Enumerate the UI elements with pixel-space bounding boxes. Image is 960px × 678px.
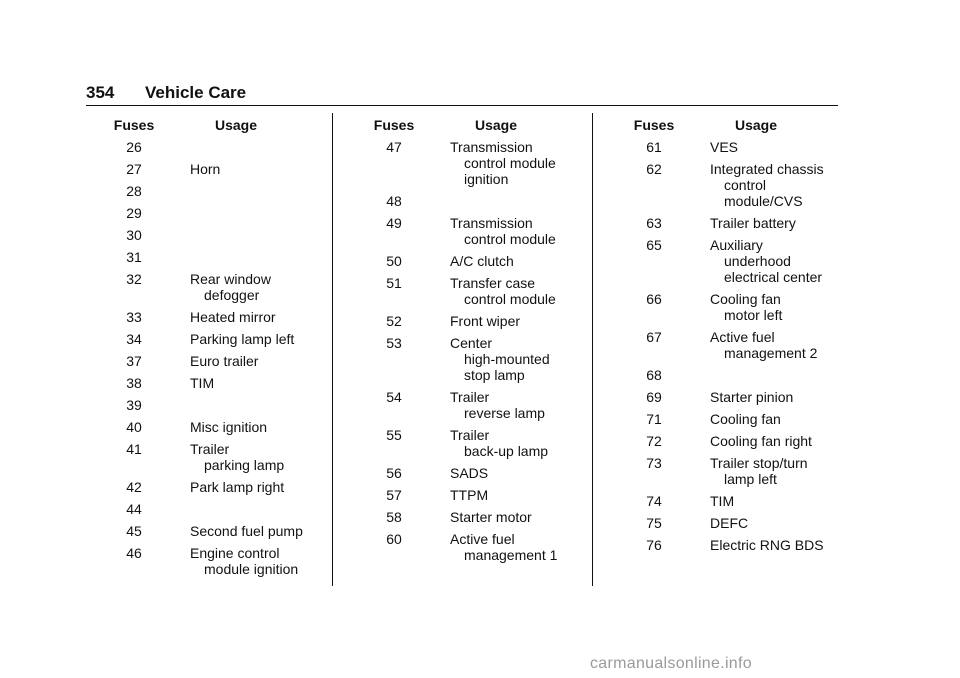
table-row [624, 537, 838, 553]
fuse-usage [190, 545, 332, 577]
fuse-number: 33 [126, 309, 142, 325]
usage-line: control module [464, 291, 556, 307]
usage-line: TTPM [450, 487, 489, 503]
fuse-column-1 [104, 117, 332, 583]
fuse-number: 67 [646, 329, 662, 345]
usage-line: reverse lamp [464, 405, 545, 421]
table-row [364, 275, 592, 307]
table-row [624, 367, 838, 383]
column-divider-1 [332, 113, 333, 586]
fuse-usage [450, 253, 592, 269]
table-row [364, 509, 592, 525]
fuse-usage [190, 183, 332, 199]
usage-line: TIM [710, 493, 735, 509]
table-row [624, 455, 838, 487]
usage-line: Cooling fan [710, 411, 781, 427]
usage-line: Park lamp right [190, 479, 285, 495]
table-header [364, 117, 592, 139]
fuse-usage [450, 531, 592, 563]
fuse-number: 30 [126, 227, 142, 243]
table-row [364, 465, 592, 481]
table-row [364, 253, 592, 269]
usage-line: Center [450, 335, 493, 351]
fuse-usage [450, 335, 592, 383]
fuse-number: 51 [386, 275, 402, 291]
table-row [364, 215, 592, 247]
fuse-number: 55 [386, 427, 402, 443]
table-row [104, 375, 332, 391]
table-row [104, 205, 332, 221]
usage-line: Starter pinion [710, 389, 794, 405]
table-row [104, 139, 332, 155]
fuse-number: 50 [386, 253, 402, 269]
fuse-usage [190, 479, 332, 495]
usage-line: module ignition [204, 561, 299, 577]
fuse-number: 62 [646, 161, 662, 177]
table-row [364, 139, 592, 187]
fuse-usage [450, 139, 592, 187]
fuse-usage [710, 139, 838, 155]
usage-line: Cooling fan right [710, 433, 812, 449]
fuse-number: 66 [646, 291, 662, 307]
table-row [104, 479, 332, 495]
fuse-number: 72 [646, 433, 662, 449]
fuse-number: 29 [126, 205, 142, 221]
table-row [104, 331, 332, 347]
page-number: 354 [86, 83, 115, 102]
table-row [624, 411, 838, 427]
page-header [86, 83, 838, 106]
fuse-number: 74 [646, 493, 662, 509]
table-row [624, 329, 838, 361]
fuse-number: 53 [386, 335, 402, 351]
table-row [104, 523, 332, 539]
fuse-usage [450, 465, 592, 481]
fuse-number: 56 [386, 465, 402, 481]
table-row [364, 335, 592, 383]
fuse-number: 58 [386, 509, 402, 525]
fuse-number: 38 [126, 375, 142, 391]
fuse-usage [190, 227, 332, 243]
header-fuses: Fuses [373, 117, 415, 133]
fuse-usage [450, 215, 592, 247]
table-row [624, 389, 838, 405]
table-row [104, 501, 332, 517]
usage-line: Parking lamp left [190, 331, 295, 347]
usage-line: VES [710, 139, 739, 155]
usage-line: Second fuel pump [190, 523, 303, 539]
fuse-usage [710, 389, 838, 405]
table-row [624, 215, 838, 231]
column-divider-2 [592, 113, 593, 586]
fuse-number: 75 [646, 515, 662, 531]
usage-line: underhood [724, 253, 791, 269]
usage-line: DEFC [710, 515, 749, 531]
fuse-usage [710, 329, 838, 361]
usage-line: Trailer stop/turn [710, 455, 808, 471]
header-usage: Usage [214, 117, 258, 133]
table-row [104, 309, 332, 325]
header-usage: Usage [474, 117, 518, 133]
usage-line: Transmission [450, 215, 533, 231]
usage-line: electrical center [724, 269, 823, 285]
fuse-usage [190, 139, 332, 155]
table-row [104, 545, 332, 577]
fuse-usage [190, 375, 332, 391]
fuse-usage [450, 509, 592, 525]
usage-line: parking lamp [204, 457, 285, 473]
table-row [624, 515, 838, 531]
header-usage: Usage [734, 117, 778, 133]
usage-line: Heated mirror [190, 309, 276, 325]
usage-line: Rear window [190, 271, 271, 287]
table-row [104, 419, 332, 435]
fuse-usage [450, 193, 592, 209]
fuse-number: 65 [646, 237, 662, 253]
usage-line: high-mounted [464, 351, 550, 367]
usage-line: control module [464, 155, 556, 171]
fuse-column-2 [364, 117, 592, 569]
fuse-usage [710, 493, 838, 509]
fuse-usage [450, 487, 592, 503]
usage-line: Trailer [450, 427, 490, 443]
fuse-usage [710, 215, 838, 231]
fuse-number: 63 [646, 215, 662, 231]
fuse-column-3 [624, 117, 838, 559]
table-header [104, 117, 332, 139]
fuse-number: 71 [646, 411, 662, 427]
fuse-usage [190, 353, 332, 369]
fuse-usage [710, 515, 838, 531]
table-row [364, 531, 592, 563]
usage-line: Horn [190, 161, 221, 177]
usage-line: module/CVS [724, 193, 803, 209]
table-row [104, 161, 332, 177]
fuse-usage [190, 441, 332, 473]
fuse-usage [190, 249, 332, 265]
table-row [624, 493, 838, 509]
table-row [624, 237, 838, 285]
usage-line: Misc ignition [190, 419, 268, 435]
fuse-usage [190, 397, 332, 413]
fuse-number: 44 [126, 501, 142, 517]
fuse-usage [450, 275, 592, 307]
table-row [624, 291, 838, 323]
usage-line: TIM [190, 375, 215, 391]
section-title: Vehicle Care [145, 83, 247, 102]
fuse-usage [710, 367, 838, 383]
fuse-number: 28 [126, 183, 142, 199]
fuse-usage [190, 205, 332, 221]
fuse-usage [710, 291, 838, 323]
usage-line: control [724, 177, 767, 193]
table-row [364, 487, 592, 503]
fuse-number: 76 [646, 537, 662, 553]
table-header [624, 117, 838, 139]
fuse-number: 41 [126, 441, 142, 457]
fuse-usage [190, 523, 332, 539]
watermark-text: carmanualsonline.info [590, 655, 752, 672]
usage-line: Electric RNG BDS [710, 537, 824, 553]
table-row [364, 313, 592, 329]
table-row [104, 397, 332, 413]
usage-line: Trailer battery [710, 215, 796, 231]
fuse-number: 61 [646, 139, 662, 155]
usage-line: A/C clutch [450, 253, 514, 269]
fuse-number: 60 [386, 531, 402, 547]
fuse-number: 47 [386, 139, 402, 155]
fuse-number: 32 [126, 271, 142, 287]
usage-line: Cooling fan [710, 291, 781, 307]
fuse-number: 42 [126, 479, 142, 495]
fuse-number: 48 [386, 193, 402, 209]
fuse-number: 31 [126, 249, 142, 265]
fuse-usage [190, 309, 332, 325]
fuse-number: 26 [126, 139, 142, 155]
fuse-usage [710, 455, 838, 487]
fuse-number: 57 [386, 487, 402, 503]
fuse-usage [450, 313, 592, 329]
table-row [104, 441, 332, 473]
usage-line: Starter motor [450, 509, 532, 525]
fuse-number: 39 [126, 397, 142, 413]
table-row [104, 271, 332, 303]
usage-line: Active fuel [710, 329, 775, 345]
table-row [364, 389, 592, 421]
fuse-usage [710, 433, 838, 449]
table-row [624, 161, 838, 209]
fuse-usage [450, 427, 592, 459]
fuse-number: 54 [386, 389, 402, 405]
fuse-usage [710, 411, 838, 427]
header-fuses: Fuses [113, 117, 155, 133]
usage-line: Euro trailer [190, 353, 259, 369]
fuse-number: 40 [126, 419, 142, 435]
usage-line: defogger [204, 287, 260, 303]
table-row [104, 249, 332, 265]
usage-line: Trailer [450, 389, 490, 405]
fuse-number: 34 [126, 331, 142, 347]
table-row [624, 433, 838, 449]
usage-line: Trailer [190, 441, 230, 457]
header-fuses: Fuses [633, 117, 675, 133]
usage-line: SADS [450, 465, 489, 481]
fuse-usage [190, 419, 332, 435]
usage-line: lamp left [724, 471, 777, 487]
usage-line: Engine control [190, 545, 280, 561]
fuse-number: 37 [126, 353, 142, 369]
fuse-number: 45 [126, 523, 142, 539]
table-row [364, 193, 592, 209]
usage-line: Front wiper [450, 313, 521, 329]
table-row [104, 183, 332, 199]
fuse-number: 69 [646, 389, 662, 405]
fuse-usage [190, 271, 332, 303]
usage-line: back-up lamp [464, 443, 549, 459]
fuse-usage [710, 237, 838, 285]
usage-line: Active fuel [450, 531, 515, 547]
fuse-number: 52 [386, 313, 402, 329]
fuse-number: 49 [386, 215, 402, 231]
usage-line: stop lamp [464, 367, 525, 383]
usage-line: Transfer case [450, 275, 536, 291]
table-row [364, 427, 592, 459]
usage-line: motor left [724, 307, 783, 323]
fuse-number: 73 [646, 455, 662, 471]
fuse-number: 68 [646, 367, 662, 383]
usage-line: management 2 [724, 345, 818, 361]
fuse-usage [190, 331, 332, 347]
usage-line: Transmission [450, 139, 533, 155]
fuse-usage [190, 501, 332, 517]
usage-line: control module [464, 231, 556, 247]
usage-line: Auxiliary [710, 237, 763, 253]
usage-line: ignition [464, 171, 509, 187]
usage-line: management 1 [464, 547, 558, 563]
table-row [624, 139, 838, 155]
table-row [104, 227, 332, 243]
fuse-usage [710, 537, 838, 553]
fuse-number: 27 [126, 161, 142, 177]
fuse-usage [190, 161, 332, 177]
fuse-usage [710, 161, 838, 209]
table-row [104, 353, 332, 369]
fuse-usage [450, 389, 592, 421]
usage-line: Integrated chassis [710, 161, 824, 177]
fuse-number: 46 [126, 545, 142, 561]
